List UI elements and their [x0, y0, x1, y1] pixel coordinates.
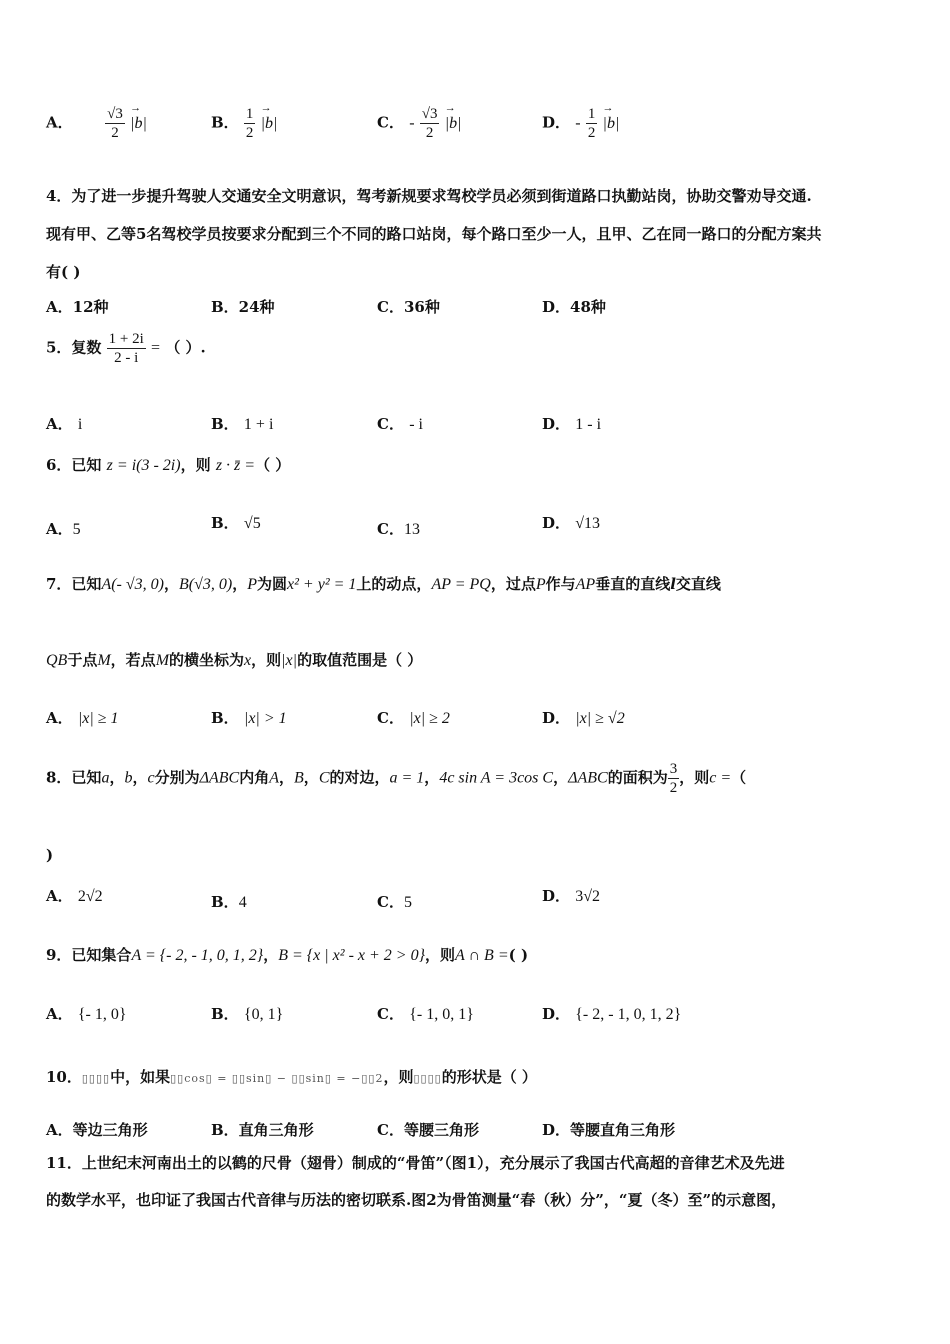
q3-b-vector: → |b| [261, 115, 278, 133]
q6-stem: 6．已知 z = i(3 - 2i)，则 z · z̄ =（ ） [46, 456, 291, 474]
q5-stem: 5．复数 $\frac{1 + 2i}{2 - i}$ = （ ）. [46, 331, 206, 366]
q6-option-d: D． √13 [542, 514, 601, 532]
q4-option-c: C．36种 [377, 298, 440, 316]
q7-option-c: C． |x| ≥ 2 [377, 709, 450, 727]
q3-option-d: D． - $\frac{1}{2}$ → |b| [542, 105, 619, 142]
q10-option-b: B．直角三角形 [211, 1121, 314, 1139]
q4-option-d: D．48种 [542, 298, 606, 316]
q9-option-b: B． {0, 1} [211, 1005, 284, 1023]
q8-option-d: D． 3√2 [542, 887, 601, 905]
q6-option-a: A．5 [46, 520, 81, 538]
q7-option-b: B． |x| > 1 [211, 709, 287, 727]
q5-option-c: C． - i [377, 415, 423, 433]
q3-option-c: C． - $\frac{√3}{2}$ → |b| [377, 105, 462, 142]
q3-a-fraction: $\frac{√3}{2}$ [107, 106, 123, 141]
q8-area-fraction: $\frac{3}{2}$ [669, 761, 678, 796]
q9-stem: 9．已知集合A = {- 2, - 1, 0, 1, 2}，B = {x | x² - x + 2 > 0}，则A ∩ B =( ) [46, 946, 529, 964]
q6-option-c: C．13 [377, 520, 420, 538]
q11-line-1: 11．上世纪末河南出土的以鹤的尺骨（翅骨）制成的“骨笛”（图1），充分展示了我国古代高超的音律艺术及先进 [46, 1154, 785, 1172]
q3-option-b: B． $\frac{1}{2}$ → |b| [211, 105, 277, 142]
q5-option-b: B． 1 + i [211, 415, 274, 433]
q8-option-c: C．5 [377, 893, 412, 911]
q9-option-a: A． {- 1, 0} [46, 1005, 127, 1023]
q10-option-d: D．等腰直角三角形 [542, 1121, 676, 1139]
q4-line-1: 4．为了进一步提升驾驶人交通安全文明意识，驾考新规要求驾校学员必须到街道路口执勤站岗，协助交警劝导交通. [46, 187, 812, 205]
q4-line-3: 有( ) [46, 263, 81, 281]
q3-d-vector: → |b| [603, 115, 620, 133]
q9-option-d: D． {- 2, - 1, 0, 1, 2} [542, 1005, 682, 1023]
q3-d-fraction: $\frac{1}{2}$ [587, 106, 596, 141]
q10-option-a: A．等边三角形 [46, 1121, 148, 1139]
q8-option-b: B．4 [211, 893, 247, 911]
q3-a-vector: → |b| [130, 115, 147, 133]
q3-c-vector: → |b| [445, 115, 462, 133]
q5-option-d: D． 1 - i [542, 415, 602, 433]
q3-option-a: A． $\frac{√3}{2}$ → |b| [46, 105, 147, 142]
q7-option-a: A． |x| ≥ 1 [46, 709, 119, 727]
q7-stem-line-1: 7．已知A(- √3, 0)，B(√3, 0)，P为圆x² + y² = 1上的动点，AP = PQ，过点P作与AP垂直的直线l交直线 [46, 575, 721, 593]
q4-line-2: 现有甲、乙等5名驾校学员按要求分配到三个不同的路口站岗，每个路口至少一人，且甲、乙在同一路口的分配方案共 [46, 225, 822, 243]
q10-garbled-triangle: ▯▯▯▯ [81, 1072, 111, 1085]
q3-c-fraction: $\frac{√3}{2}$ [421, 106, 438, 141]
q4-option-b: B．24种 [211, 298, 275, 316]
q7-stem-line-2: QB于点M，若点M的横坐标为x，则|x|的取值范围是（ ） [46, 651, 423, 669]
q3-b-fraction: $\frac{1}{2}$ [245, 106, 254, 141]
q7-option-d: D． |x| ≥ √2 [542, 709, 625, 727]
q5-option-a: A． i [46, 415, 83, 433]
q6-option-b: B． √5 [211, 514, 261, 532]
q11-line-2: 的数学水平，也印证了我国古代音律与历法的密切联系.图2为骨笛测量“春（秋）分”，“夏（冬）至”的示意图， [46, 1191, 787, 1209]
q5-fraction: $\frac{1 + 2i}{2 - i}$ [108, 331, 144, 366]
q8-stem-line-2: ) [46, 846, 54, 864]
q4-option-a: A．12种 [46, 298, 109, 316]
q8-stem-line-1: 8．已知a，b，c分别为ΔABC内角A，B，C的对边，a = 1，4c sin A = 3cos C，ΔABC的面积为 $\frac{3}{2}$ ，则c =（ [46, 761, 747, 796]
q9-option-c: C． {- 1, 0, 1} [377, 1005, 474, 1023]
q10-garbled-equation: ▯▯cos▯ = ▯▯sin▯ − ▯▯sin▯ = −▯▯2 [170, 1072, 384, 1085]
q8-option-a: A． 2√2 [46, 887, 103, 905]
q10-stem: 10．▯▯▯▯中，如果▯▯cos▯ = ▯▯sin▯ − ▯▯sin▯ = −▯▯2，则▯▯▯▯的形状是（ ） [46, 1068, 537, 1086]
q10-garbled-triangle-2: ▯▯▯▯ [413, 1072, 442, 1085]
q10-option-c: C．等腰三角形 [377, 1121, 479, 1139]
